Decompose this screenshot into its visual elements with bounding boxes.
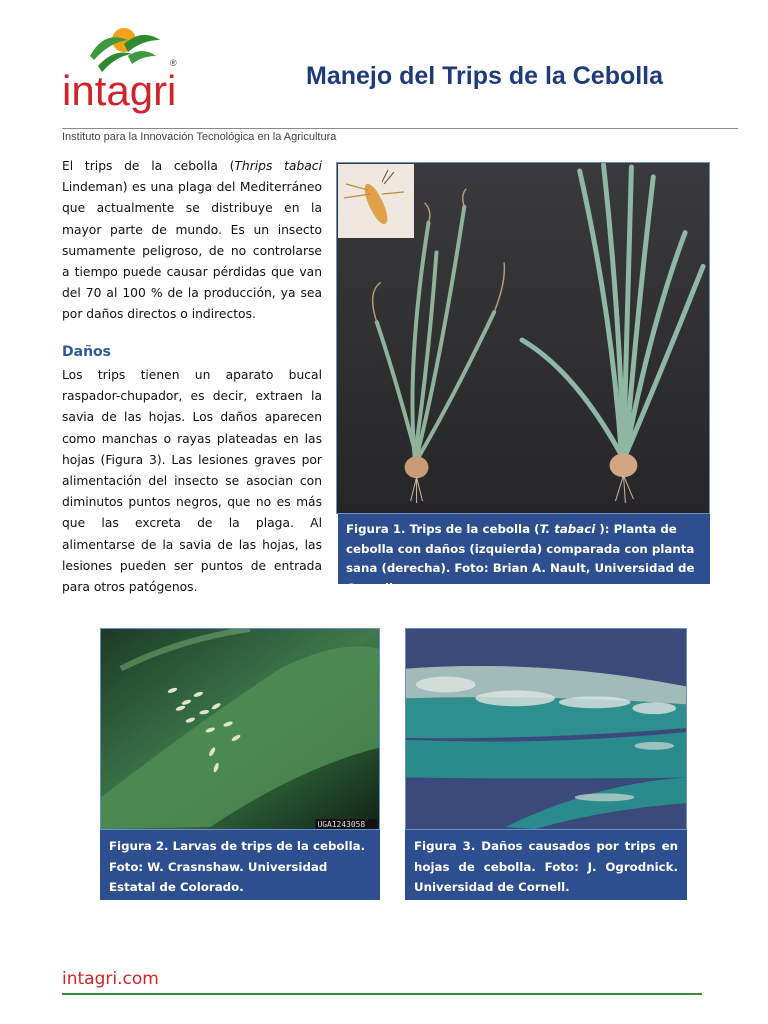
species-name: Thrips tabaci — [234, 159, 322, 173]
header-divider — [62, 128, 738, 129]
footer-website-link[interactable]: intagri.com — [62, 969, 159, 989]
intro-text-a: El trips de la cebolla ( — [62, 159, 235, 173]
figure-2-caption: Figura 2. Larvas de trips de la cebolla. Foto: W. Crasnshaw. Universidad Estatal de Colorado. — [100, 830, 380, 900]
thrips-insect-inset — [338, 164, 414, 238]
figure-2-watermark: UGA1243058 — [317, 820, 366, 830]
section-heading-danos: Daños — [62, 344, 111, 360]
figure-1-caption-a: Figura 1. Trips de la cebolla ( — [346, 522, 540, 536]
figure-2-image — [100, 628, 380, 830]
figure-3-image — [405, 628, 687, 830]
footer-divider — [62, 993, 702, 995]
registered-mark: ® — [170, 58, 177, 68]
logo-wordmark: intagri — [62, 67, 177, 114]
figure-3-caption: Figura 3. Daños causados por trips en hojas de cebolla. Foto: J. Ogrodnick. Universidad de Cornell. — [405, 830, 687, 900]
figure-1-caption — [338, 514, 710, 595]
danos-paragraph: Los trips tienen un aparato bucal raspador-chupador, es decir, extraen la savia de las hojas. Los daños aparecen como manchas o rayas plateadas en las hojas (Figura 3). Las lesiones graves por alimentación del insecto se asocian con diminutos puntos negros, que no es más que las excreta de la plaga. Al alimentarse de la savia de las hojas, las lesiones pueden ser puntos de entrada para otros patógenos. — [62, 368, 322, 595]
page-title: Manejo del Trips de la Cebolla — [306, 62, 664, 90]
figure-1-caption-b: ): Planta de cebolla con daños (izquierda) comparada con planta sana (derecha). Foto: Brian A. Nault, Universidad de Cornell. — [346, 522, 695, 595]
intro-text-b: Lindeman) es una plaga del Mediterráneo que actualmente se distribuye en la mayor parte de mundo. Es un insecto sumamente peligroso, de no controlarse a tiempo puede causar pérdidas que van del 70 al 100 % de la producción, ya sea por daños directos o indirectos. — [62, 180, 322, 322]
figure-1-caption-species: T. tabaci — [539, 522, 596, 536]
intro-paragraph — [62, 156, 322, 326]
institute-subtitle: Instituto para la Innovación Tecnológica en la Agricultura — [62, 131, 337, 143]
